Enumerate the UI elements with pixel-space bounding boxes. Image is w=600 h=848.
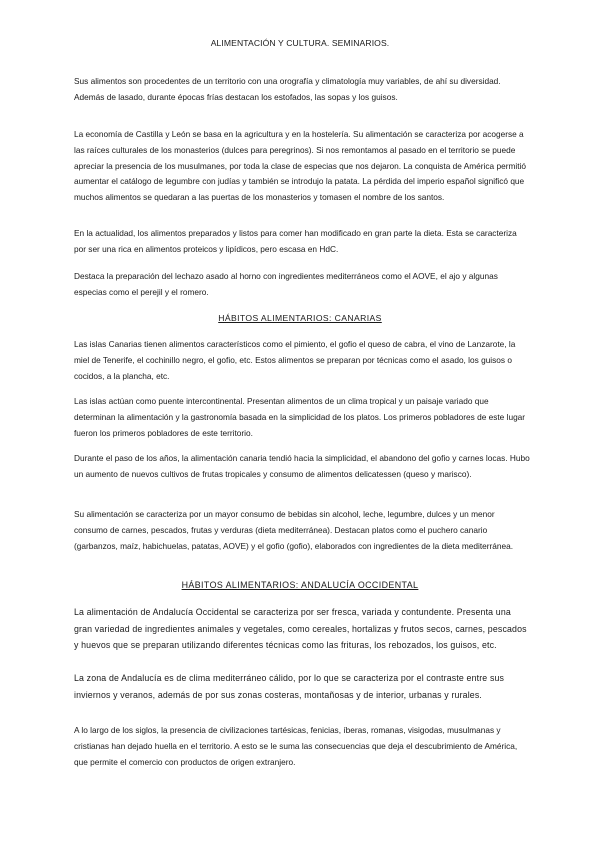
section-heading-andalucia: HÁBITOS ALIMENTARIOS: ANDALUCÍA OCCIDENTAL bbox=[181, 580, 419, 590]
canarias-paragraph-4: Su alimentación se caracteriza por un mayor consumo de bebidas sin alcohol, leche, legumbre, dulces y un menor consumo de carnes, pescados, frutas y verduras (dieta mediterránea). Destacan platos como el puchero canario (garbanzos, maíz, habichuelas, patatas, AOVE) y el gofio (gofio), elaborados con ingredientes de la dieta mediterránea. bbox=[74, 509, 514, 551]
section-heading-canarias: HÁBITOS ALIMENTARIOS: CANARIAS bbox=[218, 313, 382, 323]
intro-paragraph-3: En la actualidad, los alimentos preparados y listos para comer han modificado en gran parte la dieta. Esta se caracteriza por ser una rica en alimentos proteicos y lipídicos, pero escasa en HdC. bbox=[74, 228, 517, 254]
intro-paragraph-1: Sus alimentos son procedentes de un territorio con una orografía y climatología muy variables, de ahí su diversidad. Además de lasado, durante épocas frías destacan los estofados, las sopas y los guisos. bbox=[74, 76, 501, 102]
intro-paragraph-4: Destaca la preparación del lechazo asado al horno con ingredientes mediterráneos como el AOVE, el ajo y algunas especias como el perejil y el romero. bbox=[74, 271, 498, 297]
intro-paragraph-2: La economía de Castilla y León se basa en la agricultura y en la hostelería. Su alimentación se caracteriza por acogerse a las raíces culturales de los monasterios (dulces para peregrinos). Si nos remontamos al pasado en el territorio se puede apreciar la presencia de los musulmanes, por toda la clase de especias que nos dejaron. La conquista de América permitió aumentar el catálogo de legumbre con judías y también se introdujo la patata. La pérdida del imperio español significó que muchos alimentos se quedaran a las puertas de los monasterios y tomasen el nombre de los santos. bbox=[74, 129, 526, 203]
andalucia-paragraph-2: La zona de Andalucía es de clima mediterráneo cálido, por lo que se caracteriza por el contraste entre sus inviernos y veranos, además de por sus zonas costeras, montañosas y de interior, urbanas y rurales. bbox=[74, 673, 505, 700]
canarias-paragraph-3: Durante el paso de los años, la alimentación canaria tendió hacia la simplicidad, el abandono del gofio y carnes locas. Hubo un aumento de nuevos cultivos de frutas tropicales y consumo de alimentos delicatessen (queso y marisco). bbox=[74, 453, 530, 479]
andalucia-paragraph-3: A lo largo de los siglos, la presencia de civilizaciones tartésicas, fenicias, íberas, romanas, visigodas, musulmanas y cristianas han dejado huella en el territorio. A esto se le suma las consecuencias que deja el descubrimiento de América, que permite el comercio con productos de origen extranjero. bbox=[74, 725, 518, 767]
andalucia-paragraph-1: La alimentación de Andalucía Occidental se caracteriza por ser fresca, variada y contundente. Presenta una gran variedad de ingredientes animales y vegetales, como cereales, hortalizas y frutos secos, carnes, pescados y huevos que se preparan utilizando diferentes técnicas como las frituras, los rebozados, los guisos, etc. bbox=[74, 607, 527, 650]
document-title: ALIMENTACIÓN Y CULTURA. SEMINARIOS. bbox=[210, 38, 390, 48]
canarias-paragraph-1: Las islas Canarias tienen alimentos característicos como el pimiento, el gofio el queso de cabra, el vino de Lanzarote, la miel de Tenerife, el cochinillo negro, el gofio, etc. Estos alimentos se preparan por técnicas como el asado, los guisos o cocidos, a la plancha, etc. bbox=[74, 339, 516, 381]
canarias-paragraph-2: Las islas actúan como puente intercontinental. Presentan alimentos de un clima tropical y un paisaje variado que determinan la alimentación y la gastronomía basada en la simplicidad de los platos. Los primeros pobladores de este lugar fueron los primeros pobladores de este territorio. bbox=[74, 396, 526, 438]
